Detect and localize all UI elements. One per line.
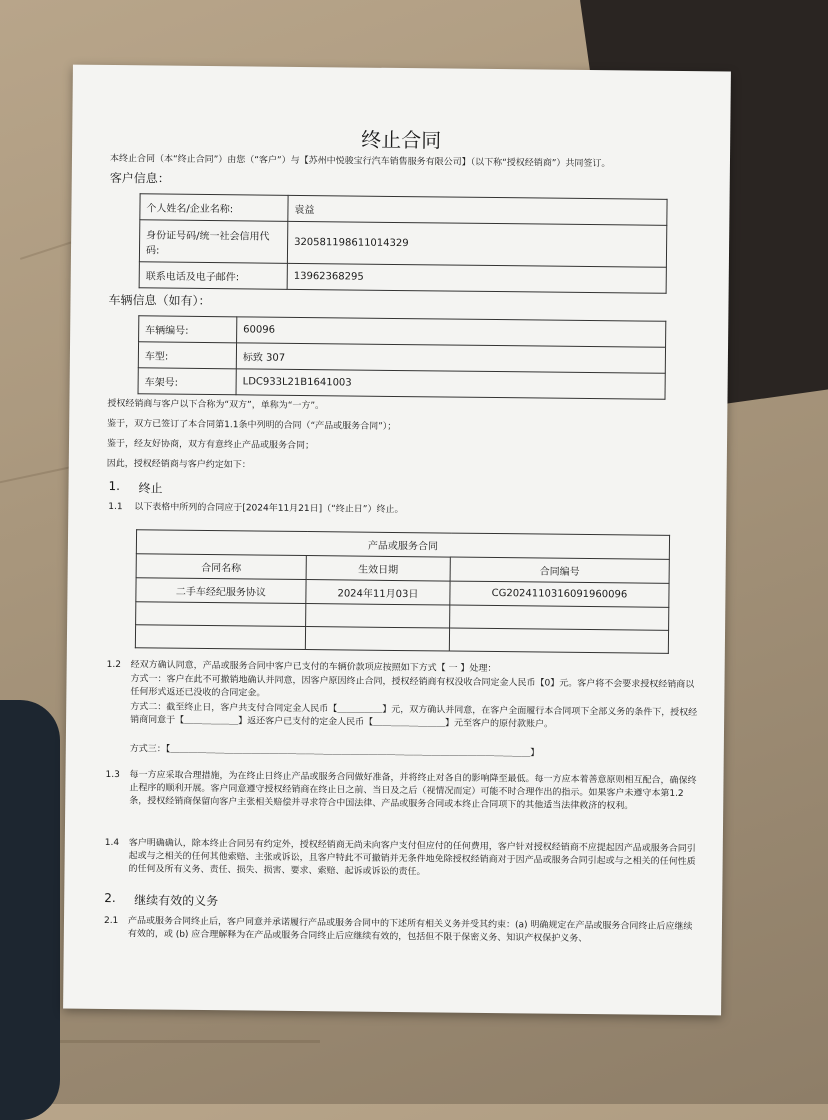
vehicle-number-label: 车辆编号:: [139, 316, 237, 343]
clause-1-2-option-1: 方式一：客户在此不可撤销地确认并同意，因客户原因终止合同，授权经销商有权没收合同定金人民币【0】元。客户将不会要求授权经销商以任何形式返还已没收的合同定金。: [130, 674, 695, 699]
customer-name-label: 个人姓名/企业名称:: [140, 194, 288, 222]
header-effective-date: 生效日期: [306, 556, 450, 582]
section-1-title: 终止: [138, 481, 163, 496]
clause-1-2-number: 1.2: [106, 659, 122, 671]
party-definition: 授权经销商与客户以下合称为“双方”，单称为“一方”。: [107, 398, 325, 412]
shoe-shadow: [0, 700, 60, 1120]
table-row: [138, 368, 665, 400]
vehicle-model-value: 标致 307: [236, 343, 665, 373]
table-row: [135, 625, 668, 654]
customer-id-value: 320581198611014329: [287, 221, 666, 267]
recital-2: 鉴于，经友好协商，双方有意终止产品或服务合同；: [106, 438, 315, 452]
customer-phone-label: 联系电话及电子邮件:: [139, 262, 287, 290]
section-1-number: 1.: [108, 478, 121, 494]
empty-cell: [305, 627, 449, 652]
contract-name-cell: 二手车经纪服务协议: [136, 578, 306, 604]
vehicle-heading: 车辆信息（如有）：: [108, 292, 211, 309]
contract-paper: [63, 65, 731, 1016]
clause-1-3-number: 1.3: [105, 769, 120, 781]
section-2-title: 继续有效的义务: [134, 893, 219, 909]
clause-1-1-text: 以下表格中所列的合同应于[2024年11月21日]（“终止日”）终止。: [134, 502, 404, 516]
clause-1-4-number: 1.4: [104, 837, 120, 849]
empty-cell: [135, 625, 305, 650]
customer-phone-value: 13962368295: [287, 263, 666, 293]
customer-heading: 客户信息：: [109, 170, 170, 186]
effective-date-cell: 2024年11月03日: [306, 580, 450, 606]
clause-1-3-text: 每一方应采取合理措施，为在终止日终止产品或服务合同做好准备，并将终止对各自的影响降至最低。每一方应本着善意原则相互配合，确保终止程序的顺利开展。客户同意遵守授权经销商在终止日之前、当日及之后（视情况而定）可能不时合理作出的指示。如果客户未遵守本第1.2条，授权经销商保留向客户主张相关赔偿并寻求符合中国法律、产品或服务合同或本终止合同项下的其他适当法律救济的权利。: [129, 770, 697, 812]
clause-1-1-number: 1.1: [108, 501, 123, 513]
contract-number-cell: CG2024110316091960096: [450, 581, 669, 607]
empty-cell: [450, 605, 669, 630]
section-2-number: 2.: [104, 890, 116, 906]
vehicle-number-value: 60096: [237, 317, 666, 347]
clause-1-2-line-1: 经双方确认同意，产品或服务合同中客户已支付的车辆价款项应按照如下方式【 一 】处理：: [130, 660, 497, 675]
wood-grain: [20, 1040, 320, 1043]
header-contract-number: 合同编号: [450, 557, 669, 583]
empty-cell: [306, 604, 450, 629]
table-row: [139, 262, 666, 294]
clause-1-2-option-3: 方式三：【＿＿＿＿＿＿＿＿＿＿＿＿＿＿＿＿＿＿＿＿＿＿＿＿＿＿＿＿＿＿＿＿＿＿＿＿＿＿＿＿】: [129, 744, 540, 759]
document-title: 终止合同: [361, 127, 442, 153]
clause-1-2-option-2: 方式二：截至终止日，客户共支付合同定金人民币【＿＿＿＿＿】元，双方确认并同意，在客户全面履行本合同项下全部义务的条件下，授权经销商同意于【＿＿＿＿＿＿】返还客户已支付的定金人民币【＿＿＿＿＿＿＿＿】元至客户的原付款账户。: [130, 702, 698, 730]
vin-label: 车架号:: [138, 368, 236, 395]
header-contract-name: 合同名称: [136, 554, 306, 580]
recital-1: 鉴于，双方已签订了本合同第1.1条中列明的合同（“产品或服务合同”）；: [107, 418, 397, 432]
empty-cell: [136, 602, 306, 627]
customer-name-value: 袁益: [288, 195, 667, 225]
vin-value: LDC933L21B1641003: [236, 369, 665, 399]
clause-1-4-text: 客户明确确认，除本终止合同另有约定外，授权经销商无尚未向客户支付但应付的任何费用，客户针对授权经销商不应提起因产品或服务合同引起或与之相关的任何其他索赔、主张或诉讼，且客户特此不可撤销并无条件地免除授权经销商对于因产品或服务合同引起或与之相关的任何性质的任何及所有义务、责任、损失、损害、要求、索赔、起诉或诉讼的责任。: [128, 838, 696, 878]
intro-text: 本终止合同（本“终止合同”）由您（“客户”）与【苏州中悦骏宝行汽车销售服务有限公司】（以下称“授权经销商”）共同签订。: [109, 153, 611, 170]
empty-cell: [449, 628, 668, 653]
customer-table: [139, 193, 668, 294]
table-row: [139, 220, 666, 268]
vehicle-table: [138, 315, 667, 400]
customer-id-label: 身份证号码/统一社会信用代码:: [139, 220, 287, 264]
contract-table: [135, 529, 670, 654]
clause-2-1-number: 2.1: [103, 915, 119, 927]
clause-2-1-text: 产品或服务合同终止后，客户同意并承诺履行产品或服务合同中的下述所有相关义务并受其约束：(a) 明确规定在产品或服务合同终止后应继续有效的，或 (b) 应合理解释为在产品或服务合同终止后应继续有效的，包括但不限于保密义务、知识产权保护义务、: [127, 916, 693, 945]
recital-3: 因此，授权经销商与客户约定如下：: [106, 458, 251, 471]
contract-table-caption: 产品或服务合同: [136, 530, 669, 560]
vehicle-model-label: 车型:: [138, 342, 236, 369]
